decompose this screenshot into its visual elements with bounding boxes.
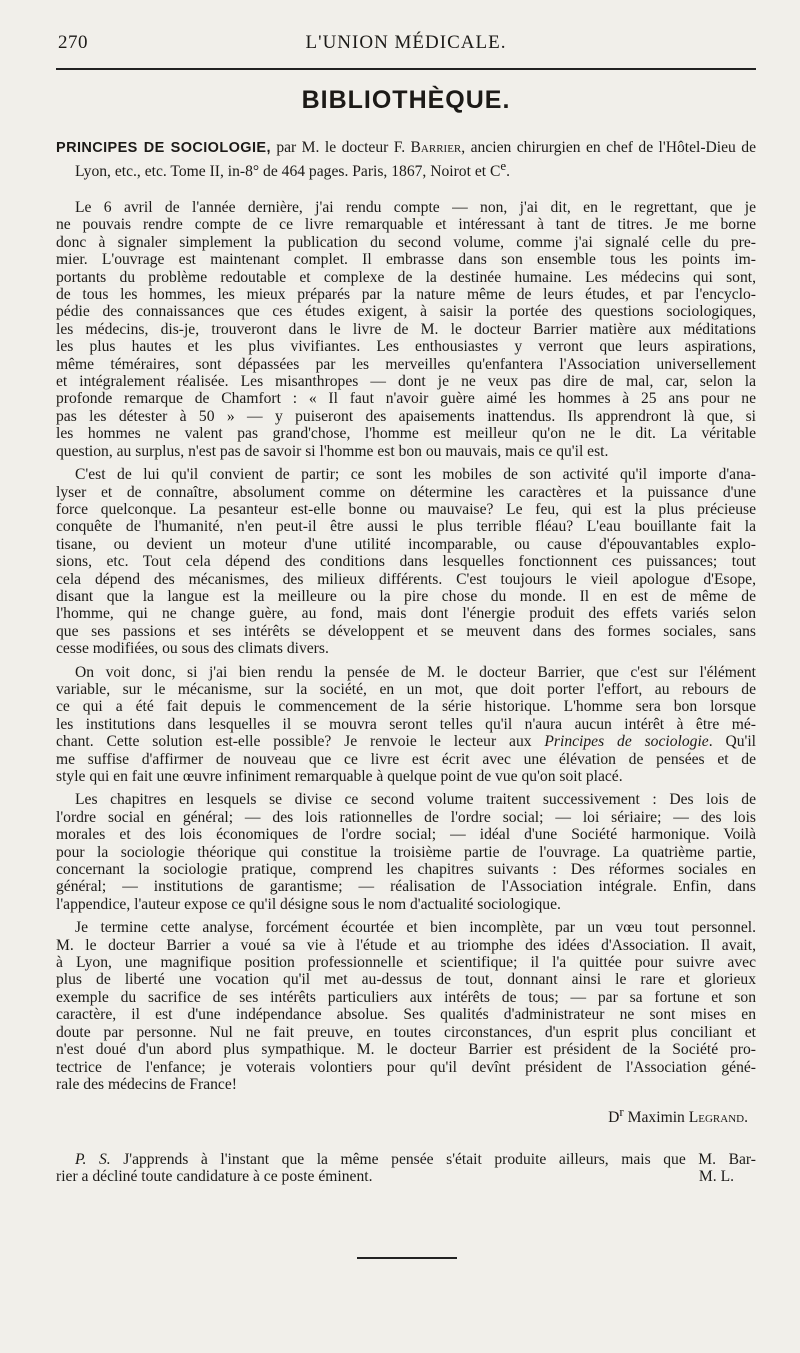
book-title: PRINCIPES DE SOCIOLOGIE, [56,140,271,156]
text-line: cesse modifiées, ou sous des climats divers. [56,640,329,658]
book-details-sup: e [500,158,507,174]
text-line: variable, sur le mécanisme, sur la société, en un mot, que doit porter l'effort, au rebours de [56,680,756,698]
text-line: que ses passions et ses intérêts se développent et se meuvent dans des formes sociales, sans [56,622,756,640]
postscript [56,1151,756,1186]
paragraph [56,664,756,786]
text-line: Les chapitres en lesquels se divise ce second volume traitent successivement : Des lois de [75,791,756,809]
signature-title-sup: r [619,1104,624,1120]
book-author: Barrier [410,139,462,156]
text-line: tisane, ou devient un moteur d'une utilité incomparable, ou cause d'épouvantables explo- [56,535,756,553]
book-details: , ancien chirurgien en chef de l'Hôtel-Dieu de Lyon, etc., etc. Tome II, in-8° de 464 pages. Paris, 1867, Noirot et C [75,139,756,181]
signature-surname: Legrand [688,1109,745,1127]
text-line: On voit donc, si j'ai bien rendu la pensée de M. le docteur Barrier, que c'est sur l'élément [75,663,756,681]
book-by: par M. le docteur F. [270,139,411,156]
book-details-end: . [506,163,511,181]
text-line: même téméraires, sont dépassées par les merveilles qu'enfantera l'Association universellement [56,355,756,373]
text-line: question, au surplus, n'est pas de savoir si l'homme est bon ou mauvais, mais ce qu'il est. [56,442,609,460]
text-line: à Lyon, une magnifique position professionnelle et scientifique; il l'a quittée pour suivre avec [56,954,756,972]
text-line: cela dépend des mécanismes, des milieux différents. C'est toujours le vieil apologue d'Esope, [56,570,756,588]
text-line: conquête de l'humanité, n'en peut-il être aussi le plus terrible fléau? L'eau bouillante fait la [56,518,756,536]
signature-name: Maximin [623,1109,689,1127]
text-line: plus de liberté une vocation qu'il met au-dessus de tout, donnant ainsi le rare et glorieux [56,971,756,989]
text-line: M. le docteur Barrier a voué sa vie à l'étude et au triomphe des idées d'Association. Il avait, [56,936,756,954]
text-line: lyser et de connaître, absolument comme on détermine les caractères et la puissance d'une [56,483,756,501]
text-line: les plus hautes et les plus vivifiantes. Les enthousiastes y verront que leurs aspirations, [56,338,756,356]
text-line: les hommes ne valent pas grand'chose, l'homme est meilleur qu'on ne le dit. La véritable [56,425,756,443]
text-line: donc à signaler simplement la publication du second volume, comme j'ai signalé celle du pre- [56,233,756,251]
signature-title: D [608,1109,620,1127]
text-line: disant que la langue est la meilleure ou la pire chose du monde. Il en est de même de [56,587,756,605]
text-line: morales et des lois économiques de l'ordre social; — idéal d'une Société harmonique. Voilà [56,826,756,844]
text-line: les médecins, dis-je, trouveront dans le livre de M. le docteur Barrier matière aux méditations [56,320,756,338]
header-rule [56,68,756,70]
text-line: profonde remarque de Chamfort : « Il faut n'avoir guère aimé les hommes à 25 ans pour ne [56,390,756,408]
section-title: BIBLIOTHÈQUE. [301,86,511,114]
text-line: style qui en fait une œuvre infiniment remarquable à quelque point de vue qu'on soit placé. [56,768,623,785]
text-line: les institutions dans lesquelles il se mouvra seront telles qu'il n'aura aucun intérêt à être mé- [56,715,756,733]
footer-rule [357,1257,457,1259]
text-line: n'est doué d'un abord plus sympathique. M. le docteur Barrier est président de la Société pro- [56,1041,756,1059]
paragraph [56,919,756,1093]
text-line: ne pouvais rendre compte de ce livre remarquable et intéressant à tant de titres. Je me borne [56,216,756,234]
text-line: portants du problème redoutable et complexe de la destinée humaine. Les médecins qui sont, [56,268,756,286]
text-line: et intégralement réalisée. Les misanthropes — dont je ne veux pas dire de mal, car, selon la [56,373,756,391]
text-line: me suffise d'affirmer de nouveau que ce livre est écrit avec une élévation de pensées et de [56,750,756,768]
postscript-line: rier a décliné toute candidature à ce poste éminent. [56,1168,373,1186]
text-line: mier. L'ouvrage est maintenant complet. Il embrasse dans son ensemble tous les points im- [56,251,756,269]
journal-title: L'UNION MÉDICALE. [305,32,507,53]
postscript-line [56,1151,756,1168]
signature [56,1103,756,1127]
text-line: l'appendice, l'auteur expose ce qu'il désigne sous le nom d'actualité sociologique. [56,895,561,913]
text-line: tectrice de l'enfance; je voterais volontiers pour qu'il devînt président de l'Association géné- [56,1058,756,1076]
text-line: l'ordre social en général; — des lois rationnelles de l'ordre social; — loi sériaire; — des lois [56,808,756,826]
book-entry [56,139,756,181]
text-line: de tous les hommes, les mieux préparés par la nature même de leurs études, et par l'encyclo- [56,286,756,304]
paragraph [56,466,756,657]
review-body [56,199,756,1093]
text-line: l'homme, qui ne change guère, au fond, mais dont l'énergie produit des effets variés selon [56,605,756,623]
postscript-text: J'apprends à l'instant que la même pensée s'était produite ailleurs, mais que M. Bar- [110,1150,756,1168]
text-line: pédie des connaissances que ces études exigent, à saisir la portée des questions sociologiques, [56,303,756,321]
signature-end: . [744,1109,748,1127]
text-line: général; — institutions de garantisme; — réalisation de l'Association intégrale. Enfin, dans [56,878,756,896]
text-line: exemple du sacrifice de ses intérêts particuliers aux intérêts de tous; — par sa fortune et son [56,988,756,1006]
postscript-initials: M. L. [698,1167,734,1185]
running-head [56,30,756,56]
text-line: doute par personne. Nul ne fait preuve, en toutes circonstances, d'un esprit plus conciliant et [56,1023,756,1041]
paragraph [56,199,756,460]
text-line: caractère, il est d'une indépendance absolue. Ses qualités d'administrateur ne sont mises en [56,1006,756,1024]
page-number: 270 [58,32,88,53]
text-line: pas les détester à 50 » — y puiseront des apaisements inattendus. Ils apprendront là que, si [56,407,756,425]
postscript-label: P. S. [75,1150,111,1168]
text-line: C'est de lui qu'il convient de partir; ce sont les mobiles de son activité qu'il importe d'ana- [75,466,756,484]
paragraph [56,791,756,913]
text-line: rale des médecins de France! [56,1075,237,1093]
text-line: sions, etc. Tout cela dépend des conditions dans lesquelles fonctionnent ces puissances; tout [56,553,756,571]
text-line: pour la sociologie théorique qui constitue la troisième partie de l'ouvrage. La quatrième partie, [56,843,756,861]
text-line: ce qui a été fait depuis le commencement de la série historique. L'homme sera bon lorsque [56,698,756,716]
text-line: Je termine cette analyse, forcément écourtée et bien incomplète, par un vœu tout personnel. [75,919,756,937]
text-line: concernant la sociologie pratique, comprend les chapitres suivants : Des réformes sociales en [56,861,756,879]
text-line: force quelconque. La pesanteur est-elle bonne ou mauvaise? Le feu, qui est la plus précieuse [56,500,756,518]
text-line: Le 6 avril de l'année dernière, j'ai rendu compte — non, j'ai dit, en le regrettant, que je [75,199,756,216]
text-line: chant. Cette solution est-elle possible? Je renvoie le lecteur aux Principes de sociologie. Qu'il [56,733,756,751]
